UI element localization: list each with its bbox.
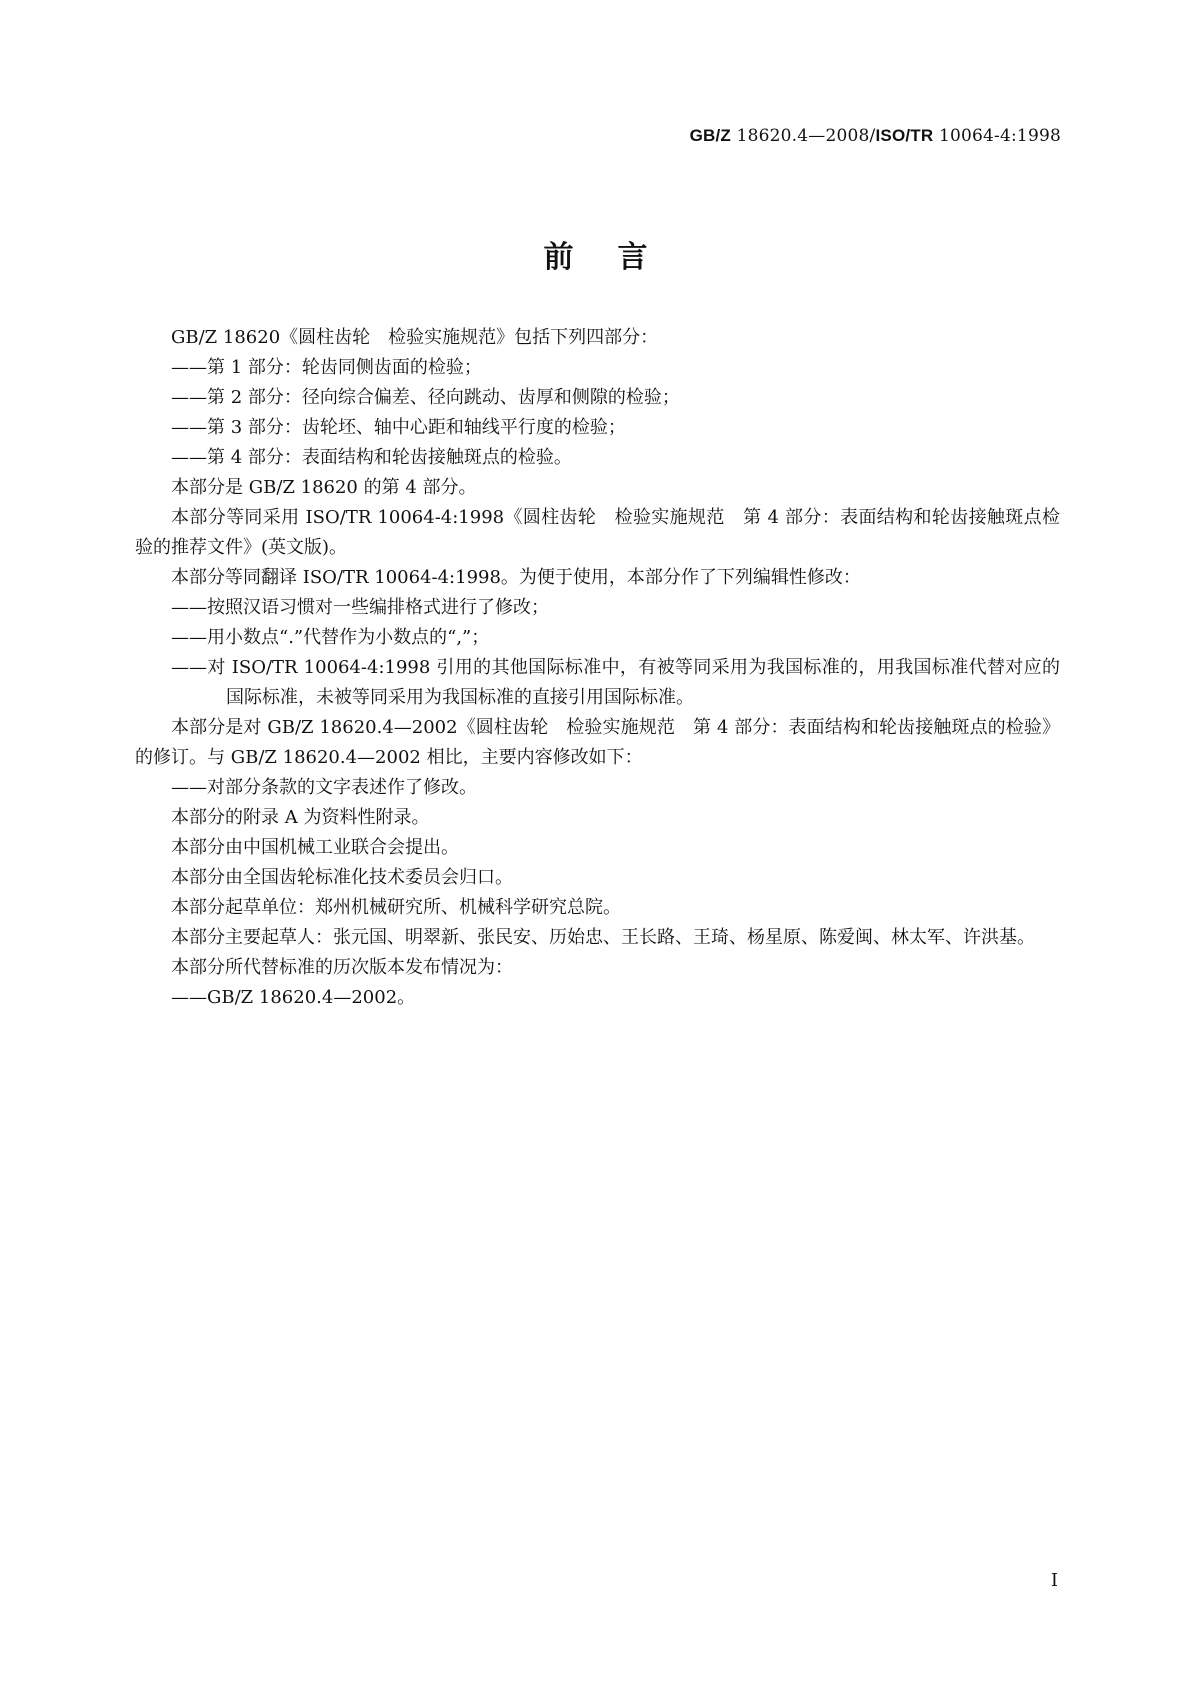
paragraph-revision: 本部分是对 GB/Z 18620.4—2002《圆柱齿轮 检验实施规范 第 4 部分：表面结构和轮齿接触斑点的检验》的修订。与 GB/Z 18620.4—2002 相比，主要内容修改如下： (135, 717, 1060, 768)
list-item-part4: ——第 4 部分：表面结构和轮齿接触斑点的检验。 (171, 447, 572, 468)
list-item-part2: ——第 2 部分：径向综合偏差、径向跳动、齿厚和侧隙的检验； (171, 387, 680, 408)
paragraph-drafting-units: 本部分起草单位：郑州机械研究所、机械科学研究总院。 (171, 897, 621, 918)
foreword-body (135, 323, 1060, 1013)
list-item-edit-decimal: ——用小数点“.”代替作为小数点的“,”； (171, 627, 490, 648)
std-code-gbz: GB/Z (689, 126, 731, 145)
paragraph-translation: 本部分等同翻译 ISO/TR 10064-4:1998。为便于使用，本部分作了下列编辑性修改： (171, 567, 861, 588)
list-item-history-version: ——GB/Z 18620.4—2002。 (171, 987, 416, 1008)
std-code-iso-number: 10064-4:1998 (933, 126, 1061, 146)
paragraph-annex: 本部分的附录 A 为资料性附录。 (171, 807, 430, 828)
page-title: 前言 (543, 240, 692, 275)
paragraph-part-statement: 本部分是 GB/Z 18620 的第 4 部分。 (171, 477, 477, 498)
paragraph-history: 本部分所代替标准的历次版本发布情况为： (171, 957, 513, 978)
list-item-edit-references: ——对 ISO/TR 10064-4:1998 引用的其他国际标准中，有被等同采用为我国标准的，用我国标准代替对应的国际标准，未被等同采用为我国标准的直接引用国际标准。 (171, 657, 1060, 708)
list-item-revision-change: ——对部分条款的文字表述作了修改。 (171, 777, 477, 798)
standard-number-header (690, 126, 1061, 146)
paragraph-proposer: 本部分由中国机械工业联合会提出。 (171, 837, 459, 858)
paragraph-drafters: 本部分主要起草人：张元国、明翠新、张民安、历始忠、王长路、王琦、杨星原、陈爱闽、林太军、许洪基。 (171, 927, 1035, 948)
paragraph-adoption: 本部分等同采用 ISO/TR 10064-4:1998《圆柱齿轮 检验实施规范 第 4 部分：表面结构和轮齿接触斑点检验的推荐文件》(英文版)。 (135, 507, 1060, 558)
paragraph-intro: GB/Z 18620《圆柱齿轮 检验实施规范》包括下列四部分： (171, 327, 659, 348)
page-number: I (1050, 1570, 1058, 1591)
list-item-part1: ——第 1 部分：轮齿同侧齿面的检验； (171, 357, 482, 378)
paragraph-committee: 本部分由全国齿轮标准化技术委员会归口。 (171, 867, 513, 888)
std-code-isotr: ISO/TR (875, 126, 934, 145)
list-item-part3: ——第 3 部分：齿轮坯、轴中心距和轴线平行度的检验； (171, 417, 626, 438)
std-code-number: 18620.4—2008/ (730, 126, 876, 146)
list-item-edit-format: ——按照汉语习惯对一些编排格式进行了修改； (171, 597, 549, 618)
